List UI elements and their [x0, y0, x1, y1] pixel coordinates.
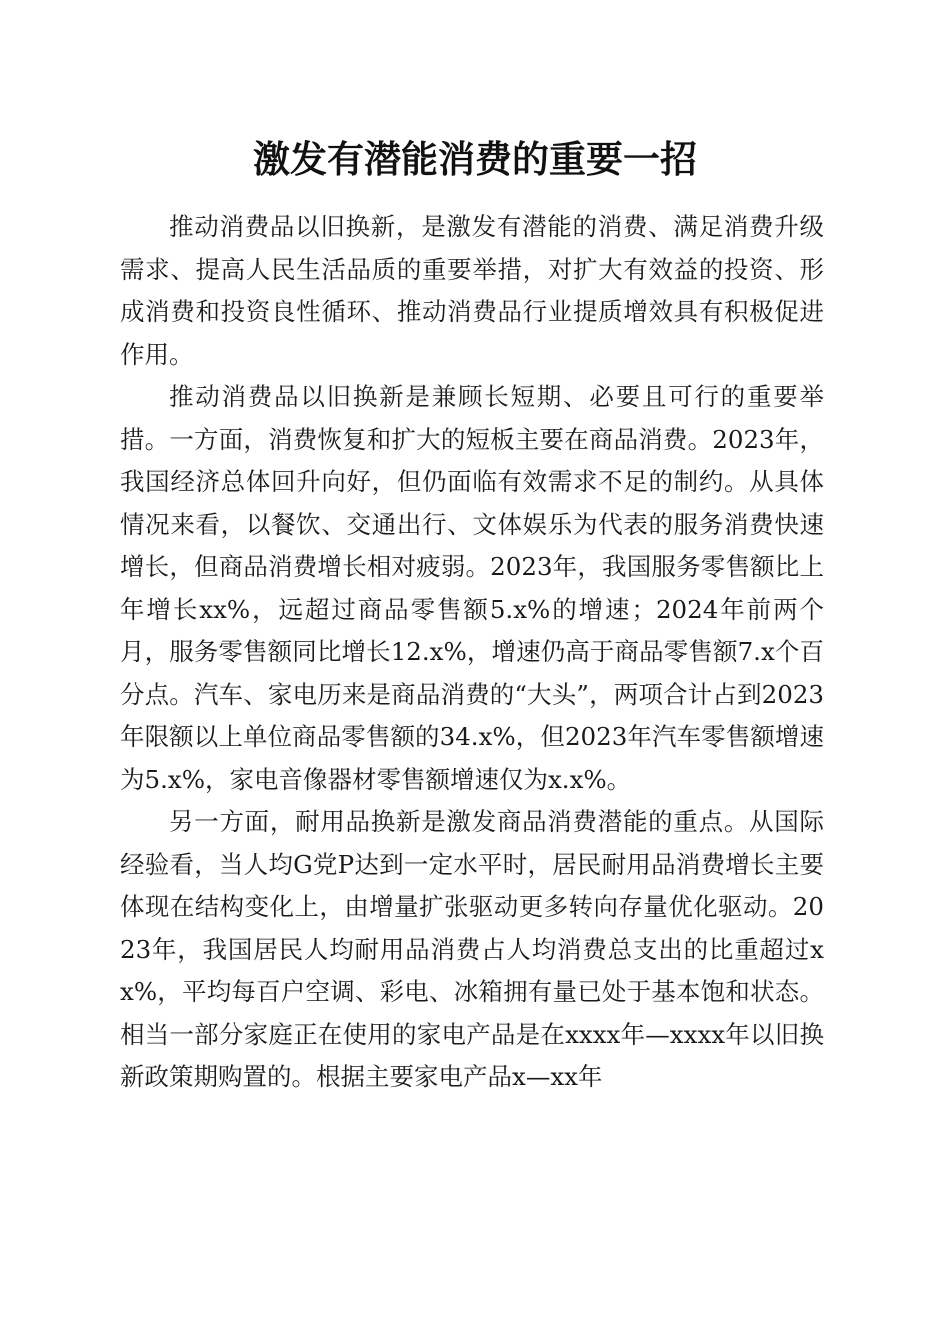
- paragraph: 另一方面，耐用品换新是激发商品消费潜能的重点。从国际经验看，当人均G党P达到一定水平时，居民耐用品消费增长主要体现在结构变化上，由增量扩张驱动更多转向存量优化驱动。2023年，我国居民人均耐用品消费占人均消费总支出的比重超过xx%，平均每百户空调、彩电、冰箱拥有量已处于基本饱和状态。相当一部分家庭正在使用的家电产品是在xxxx年—xxxx年以旧换新政策期购置的。根据主要家电产品x—xx年: [120, 807, 824, 1091]
- paragraph: 推动消费品以旧换新，是激发有潜能的消费、满足消费升级需求、提高人民生活品质的重要举措，对扩大有效益的投资、形成消费和投资良性循环、推动消费品行业提质增效具有积极促进作用。: [120, 212, 824, 369]
- paragraph: 推动消费品以旧换新是兼顾长短期、必要且可行的重要举措。一方面，消费恢复和扩大的短板主要在商品消费。2023年，我国经济总体回升向好，但仍面临有效需求不足的制约。从具体情况来看，以餐饮、交通出行、文体娱乐为代表的服务消费快速增长，但商品消费增长相对疲弱。2023年，我国服务零售额比上年增长xx%，远超过商品零售额5.x%的增速；2024年前两个月，服务零售额同比增长12.x%，增速仍高于商品零售额7.x个百分点。汽车、家电历来是商品消费的“大头”，两项合计占到2023年限额以上单位商品零售额的34.x%，但2023年汽车零售额增速为5.x%，家电音像器材零售额增速仅为x.x%。: [120, 382, 824, 794]
- document-title: 激发有潜能消费的重要一招: [253, 137, 697, 181]
- document-body: [120, 206, 824, 1099]
